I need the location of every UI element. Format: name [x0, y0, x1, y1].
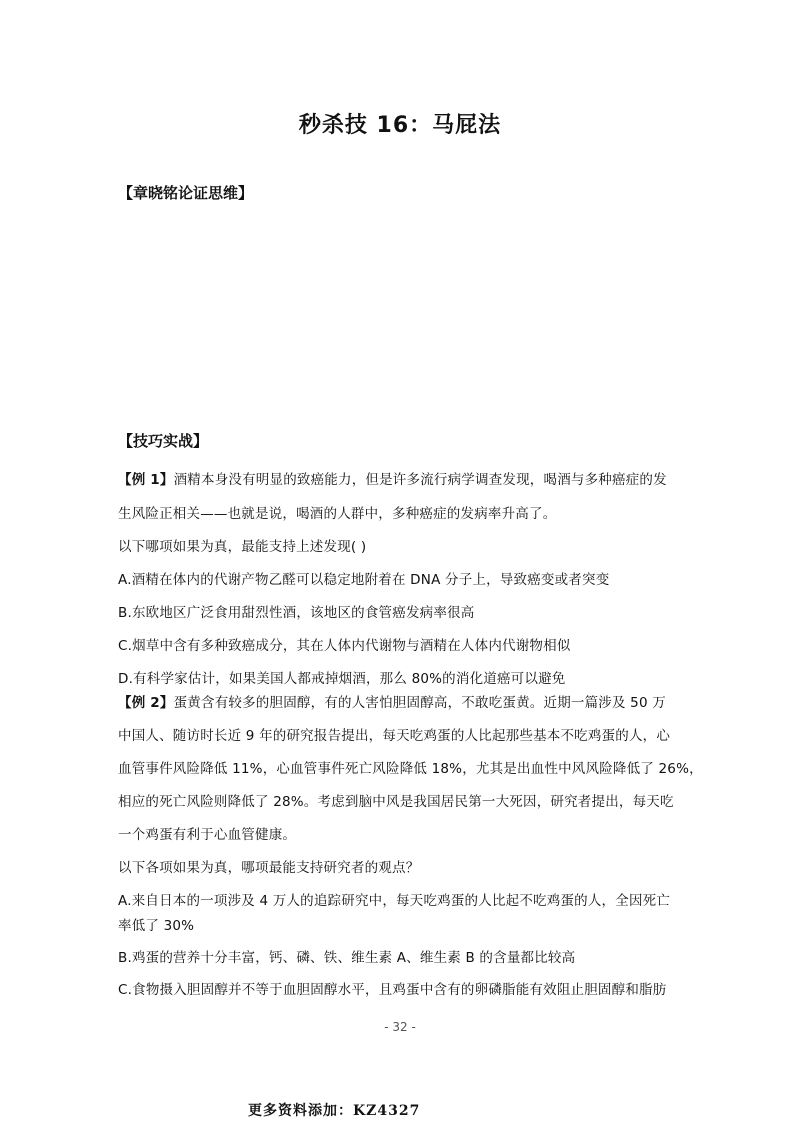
- example-2-stem-text: 蛋黄含有较多的胆固醇，有的人害怕胆固醇高，不敢吃蛋黄。近期一篇涉及 50 万: [173, 695, 666, 711]
- example-2-stem-line-2: 中国人、随访时长近 9 年的研究报告提出，每天吃鸡蛋的人比起那些基本不吃鸡蛋的人，心: [118, 728, 671, 744]
- example-1-stem-line-1: [118, 468, 698, 488]
- footer-contact: 更多资料添加：KZ4327: [248, 1103, 421, 1119]
- example-2-question: 以下各项如果为真，哪项最能支持研究者的观点？: [118, 860, 420, 876]
- example-1-option-d: D.有科学家估计，如果美国人都戒掉烟酒，那么 80%的消化道癌可以避免: [118, 671, 566, 687]
- section-heading-practice: 【技巧实战】: [118, 432, 209, 450]
- example-2-stem-line-3: 血管事件风险降低 11%，心血管事件死亡风险降低 18%，尤其是出血性中风风险降低了 26%，: [118, 761, 703, 777]
- example-2-stem-line-5: 一个鸡蛋有利于心血管健康。: [118, 827, 297, 843]
- example-2-option-c-line-1: C.食物摄入胆固醇并不等于血胆固醇水平，且鸡蛋中含有的卵磷脂能有效阻止胆固醇和脂肪: [118, 982, 667, 998]
- example-2-option-a-line-1: A.来自日本的一项涉及 4 万人的追踪研究中，每天吃鸡蛋的人比起不吃鸡蛋的人，全因死亡: [118, 893, 671, 909]
- page-number: - 32 -: [384, 1020, 416, 1034]
- example-1-tag: 【例 1】: [118, 472, 174, 488]
- example-2-tag: 【例 2】: [118, 695, 174, 711]
- example-1-option-a: A.酒精在体内的代谢产物乙醛可以稳定地附着在 DNA 分子上，导致癌变或者突变: [118, 572, 610, 588]
- example-1-option-c: C.烟草中含有多种致癌成分，其在人体内代谢物与酒精在人体内代谢物相似: [118, 638, 571, 654]
- example-2-option-b: B.鸡蛋的营养十分丰富，钙、磷、铁、维生素 A、维生素 B 的含量都比较高: [118, 950, 576, 966]
- example-2-stem-line-1: [118, 691, 698, 711]
- example-1-question: 以下哪项如果为真，最能支持上述发现( ): [118, 539, 367, 555]
- example-1-stem-line-2: 生风险正相关——也就是说，喝酒的人群中，多种癌症的发病率升高了。: [118, 506, 557, 522]
- example-1-stem-text: 酒精本身没有明显的致癌能力，但是许多流行病学调查发现，喝酒与多种癌症的发: [173, 472, 667, 488]
- page-title: 秒杀技 16：马屁法: [298, 113, 502, 138]
- section-heading-argument-thinking: 【章晓铭论证思维】: [118, 184, 254, 202]
- example-2-option-a-line-2: 率低了 30%: [118, 918, 195, 934]
- example-2-stem-line-4: 相应的死亡风险则降低了 28%。考虑到脑中风是我国居民第一大死因，研究者提出，每天吃: [118, 794, 674, 810]
- example-1-option-b: B.东欧地区广泛食用甜烈性酒，该地区的食管癌发病率很高: [118, 605, 475, 621]
